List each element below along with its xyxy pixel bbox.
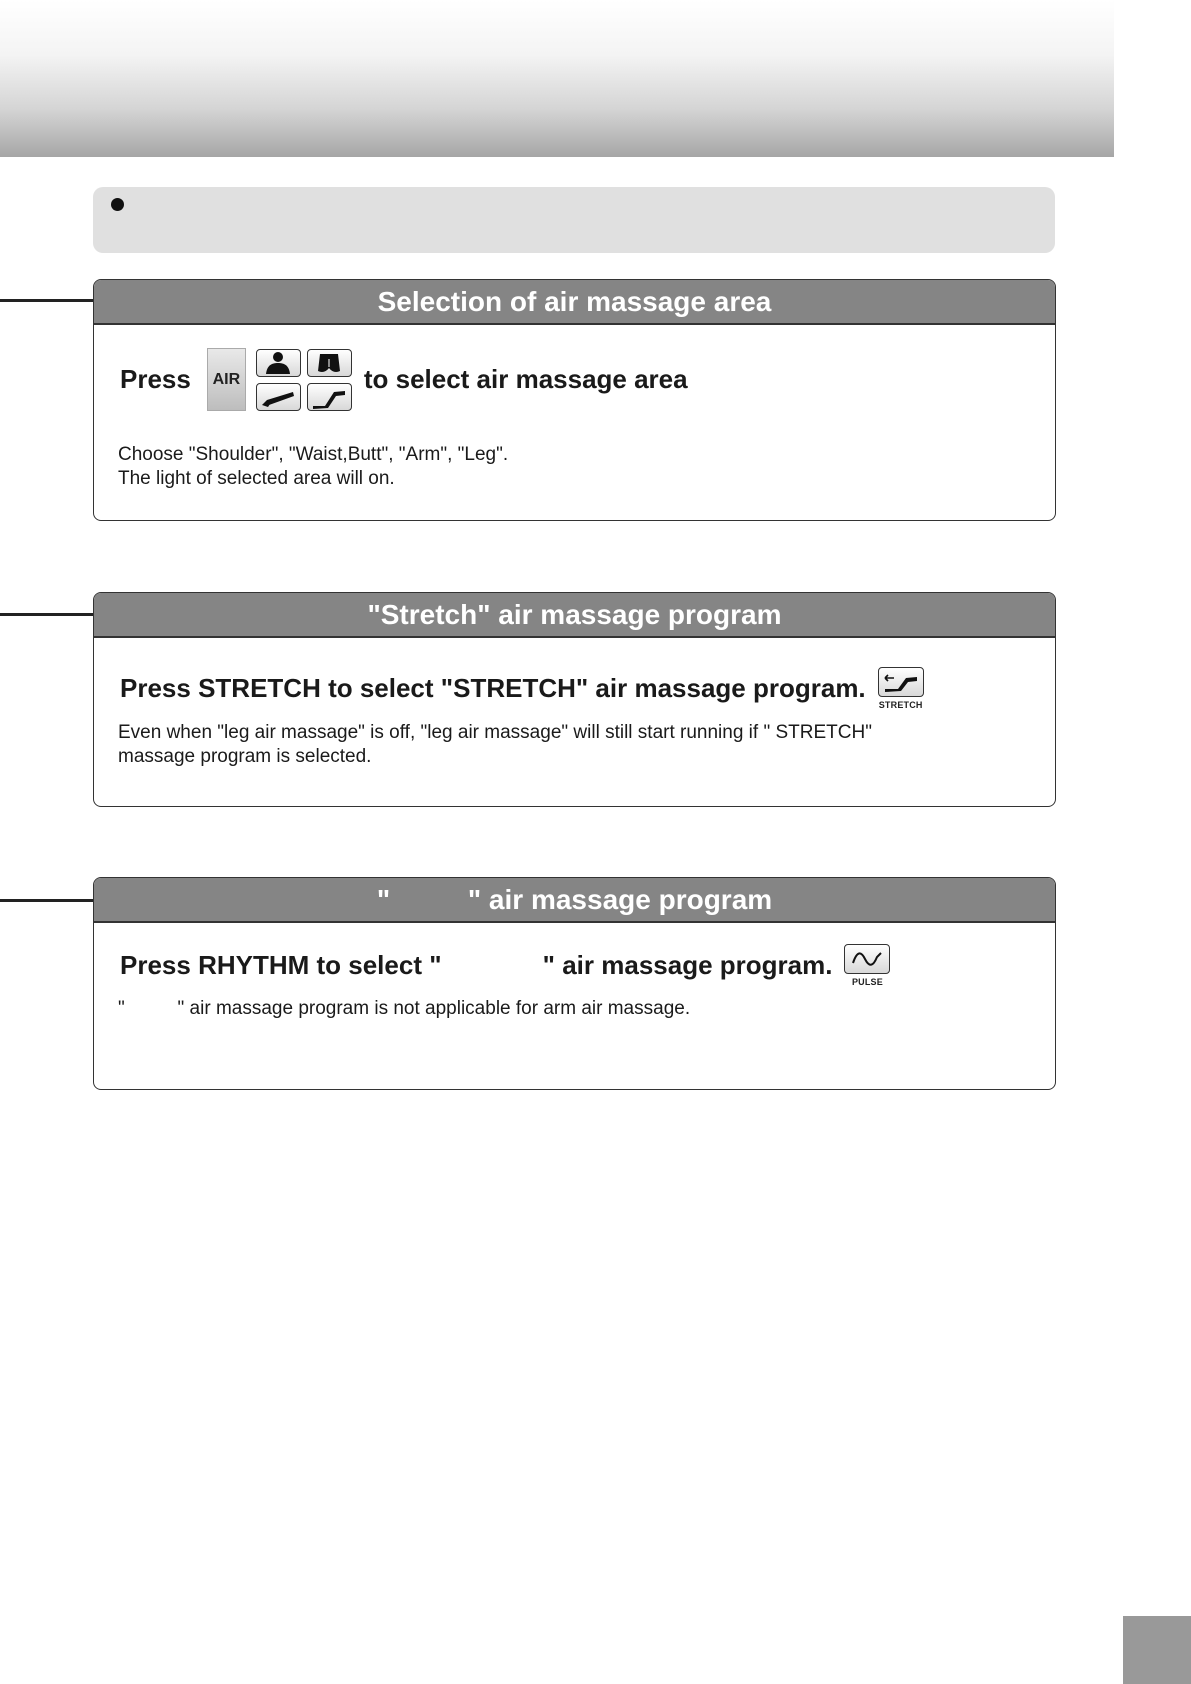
waist-butt-button[interactable] <box>307 349 352 377</box>
section-1-marker-line <box>0 299 94 302</box>
section-2-text <box>118 721 872 769</box>
text-line: Even when "leg air massage" is off, "leg air massage" will still start running if " STRETCH" <box>118 722 872 743</box>
section-stretch <box>93 592 1056 807</box>
press-rhythm-text: Press RHYTHM to select " " air massage program. <box>120 950 833 980</box>
section-title-text: " " air massage program <box>376 883 773 915</box>
shoulder-icon <box>263 351 293 375</box>
note-box <box>93 187 1055 253</box>
section-1-text <box>118 443 508 491</box>
press-instruction <box>120 944 890 987</box>
press-stretch-text: Press STRETCH to select "STRETCH" air massage program. <box>120 673 866 703</box>
leg-icon <box>310 385 348 409</box>
pulse-button[interactable] <box>844 944 890 974</box>
pulse-caption: PULSE <box>851 977 883 987</box>
arm-icon <box>259 385 297 409</box>
section-3-marker-line <box>0 899 94 902</box>
section-pulse <box>93 877 1056 1090</box>
stretch-icon <box>882 671 920 693</box>
text-line: massage program is selected. <box>118 746 372 767</box>
top-header-band <box>0 0 1114 157</box>
stretch-caption: STRETCH <box>878 700 923 710</box>
section-title <box>94 878 1055 923</box>
section-3-text <box>118 997 690 1021</box>
pulse-wave-icon <box>850 949 884 969</box>
section-title: "Stretch" air massage program <box>94 593 1055 638</box>
press-label: Press <box>120 364 191 394</box>
page-corner-tab <box>1123 1616 1191 1684</box>
stretch-button[interactable] <box>878 667 924 697</box>
waist-butt-icon <box>314 351 344 375</box>
air-button-label: AIR <box>212 370 241 388</box>
press-instruction <box>120 348 688 411</box>
stretch-button-group <box>878 667 924 710</box>
arm-button[interactable] <box>256 383 301 411</box>
pulse-button-group <box>844 944 890 987</box>
leg-button[interactable] <box>307 383 352 411</box>
text-line: The light of selected area will on. <box>118 468 395 489</box>
area-button-grid <box>256 349 352 411</box>
section-title: Selection of air massage area <box>94 280 1055 325</box>
section-air-area <box>93 279 1056 521</box>
press-instruction <box>120 667 924 710</box>
text-line: Choose "Shoulder", "Waist,Butt", "Arm", "Leg". <box>118 444 509 465</box>
air-button[interactable] <box>207 348 246 411</box>
section-2-marker-line <box>0 613 94 616</box>
press-suffix: to select air massage area <box>363 364 688 394</box>
bullet-icon <box>111 198 124 211</box>
shoulder-button[interactable] <box>256 349 301 377</box>
text-line: " " air massage program is not applicable for arm air massage. <box>118 998 691 1019</box>
